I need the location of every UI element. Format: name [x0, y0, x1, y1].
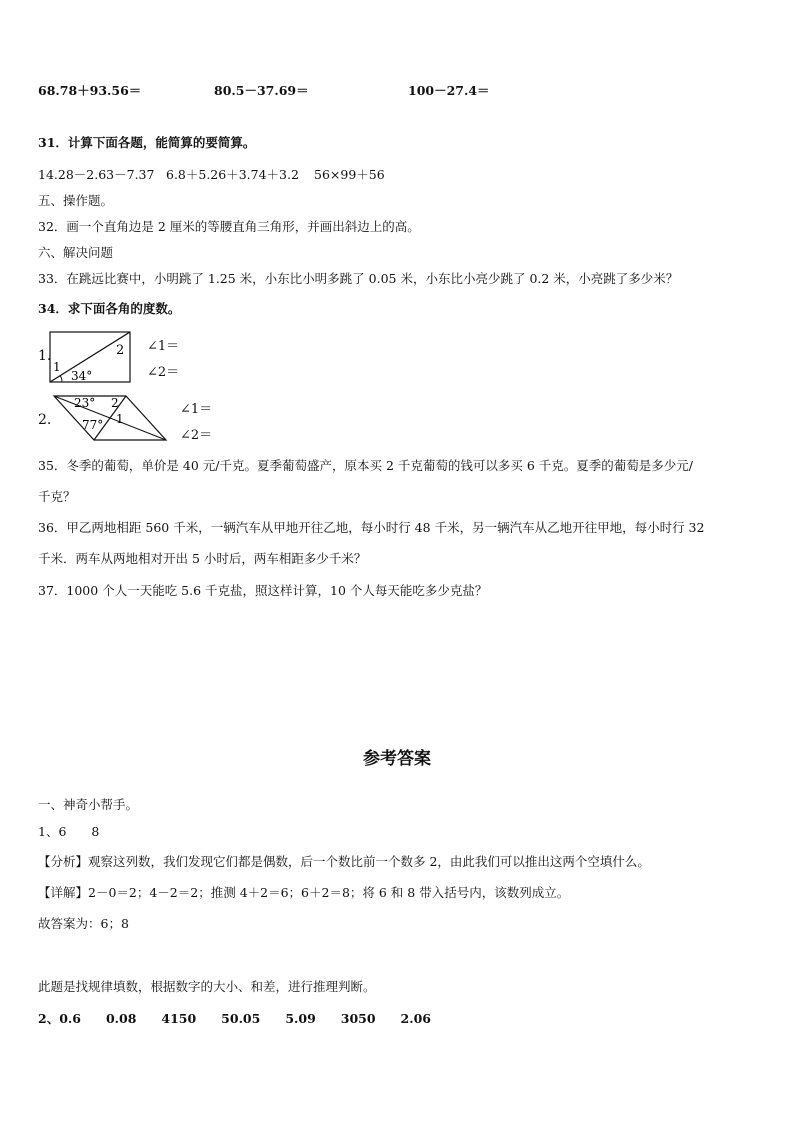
q31-expr-3: 56×99＋56 — [314, 167, 385, 182]
q34-title: 34．求下面各角的度数。 — [38, 301, 181, 316]
fig1-rectangle-diagram — [48, 330, 134, 384]
fig1-number: 1. — [38, 348, 52, 364]
q36-line-2: 千米．两车从两地相对开出 5 小时后，两车相距多少千米？ — [38, 551, 367, 566]
q31-title: 31．计算下面各题，能简算的要简算。 — [38, 135, 256, 150]
q35-line-1: 35．冬季的葡萄，单价是 40 元/千克。夏季葡萄盛产，原本买 2 千克葡萄的钱可以多买 6 千克。夏季的葡萄是多少元/ — [38, 458, 693, 473]
answer-2: 2、0.6 0.08 4150 50.05 5.09 3050 2.06 — [38, 1011, 431, 1026]
answer-1: 1、6 8 — [38, 824, 100, 839]
fig1-degree-label: 34° — [71, 369, 93, 383]
answers-section-1: 一、神奇小帮手。 — [38, 797, 139, 812]
answer-1-analysis: 【分析】观察这列数，我们发现它们都是偶数，后一个数比前一个数多 2，由此我们可以推出这两个空填什么。 — [38, 854, 650, 869]
q37-text: 37．1000 个人一天能吃 5.6 千克盐，照这样计算，10 个人每天能吃多少克盐？ — [38, 583, 488, 598]
answer-1-detail: 【详解】2－0＝2；4－2＝2；推测 4＋2＝6；6＋2＝8；将 6 和 8 带入括号内，该数列成立。 — [38, 885, 570, 900]
fig2-answer-2: ∠2＝ — [180, 428, 213, 443]
fig2-parallelogram-diagram — [50, 392, 170, 444]
fig1-answer-1: ∠1＝ — [147, 339, 180, 354]
calc-3: 100－27.4＝ — [408, 83, 490, 98]
fig2-number: 2. — [38, 412, 52, 428]
q31-expr-2: 6.8＋5.26＋3.74＋3.2 — [166, 167, 299, 182]
answers-title: 参考答案 — [363, 749, 431, 769]
q35-line-2: 千克？ — [38, 489, 76, 504]
q32-text: 32．画一个直角边是 2 厘米的等腰直角三角形，并画出斜边上的高。 — [38, 219, 420, 234]
section-6-heading: 六、解决问题 — [38, 245, 114, 260]
section-5-heading: 五、操作题。 — [38, 193, 114, 208]
fig1-angle2-label: 2 — [116, 343, 125, 358]
q31-expr-1: 14.28－2.63－7.37 — [38, 167, 155, 182]
fig1-angle1-label: 1 — [53, 360, 61, 374]
fig2-angle1-label: 1 — [116, 412, 124, 426]
q36-line-1: 36．甲乙两地相距 560 千米，一辆汽车从甲地开往乙地，每小时行 48 千米，另一辆汽车从乙地开往甲地，每小时行 32 — [38, 520, 705, 535]
fig2-degree-label-2: 77° — [82, 418, 104, 432]
fig2-degree-label-1: 23° — [74, 396, 96, 410]
calc-2: 80.5－37.69＝ — [214, 83, 309, 98]
answer-1-conclusion: 故答案为：6；8 — [38, 916, 129, 931]
answer-1-note: 此题是找规律填数，根据数字的大小、和差，进行推理判断。 — [38, 979, 376, 994]
q33-text: 33．在跳远比赛中，小明跳了 1.25 米，小东比小明多跳了 0.05 米，小东比小亮少跳了 0.2 米，小亮跳了多少米？ — [38, 271, 679, 286]
calc-1: 68.78＋93.56＝ — [38, 83, 142, 98]
fig2-angle2-label: 2 — [111, 396, 119, 410]
fig2-answer-1: ∠1＝ — [180, 402, 213, 417]
fig1-answer-2: ∠2＝ — [147, 365, 180, 380]
